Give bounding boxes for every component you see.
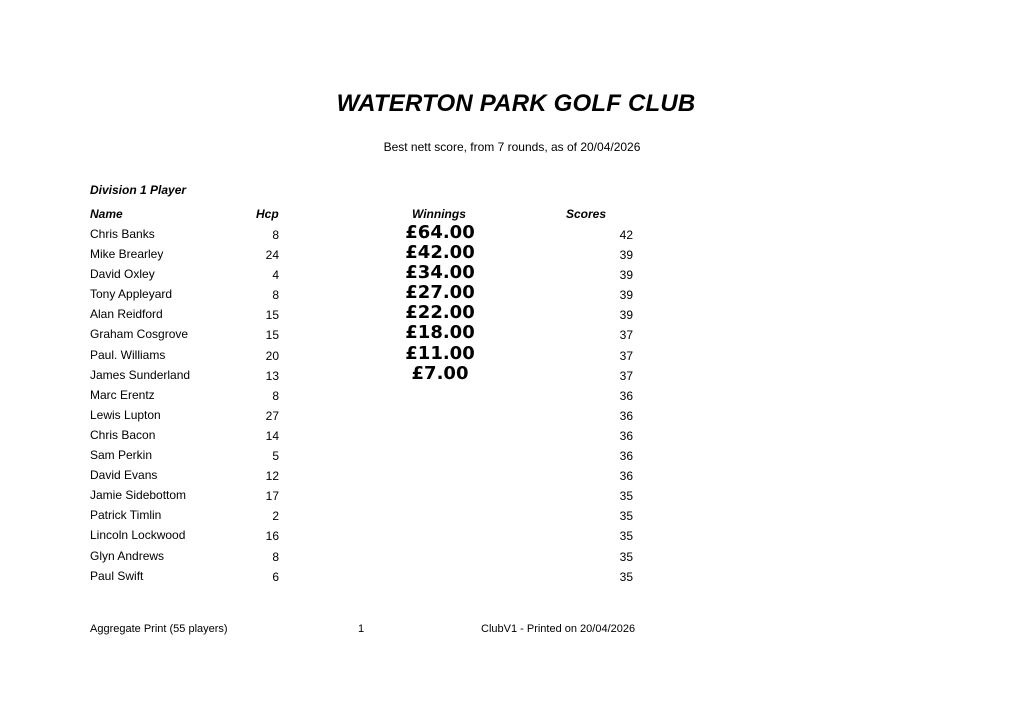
player-hcp: 8 xyxy=(272,388,279,403)
player-winnings: £7.00 xyxy=(411,362,469,384)
player-name: Chris Bacon xyxy=(90,427,156,442)
report-subtitle: Best nett score, from 7 rounds, as of 20/04/2026 xyxy=(383,140,641,154)
footer-page-number: 1 xyxy=(358,623,365,635)
table-row xyxy=(0,322,700,347)
player-hcp: 27 xyxy=(265,408,279,423)
player-score: 36 xyxy=(619,408,633,423)
table-row xyxy=(0,488,700,508)
player-hcp: 24 xyxy=(265,248,279,263)
player-score: 35 xyxy=(619,569,633,584)
player-hcp: 12 xyxy=(265,469,279,484)
player-name: Alan Reidford xyxy=(90,307,163,322)
player-winnings: £27.00 xyxy=(405,282,475,304)
player-name: Glyn Andrews xyxy=(90,548,165,563)
footer-player-count: Aggregate Print (55 players) xyxy=(90,623,228,635)
player-hcp: 6 xyxy=(272,569,279,584)
player-score: 39 xyxy=(619,268,633,283)
player-score: 36 xyxy=(619,449,633,464)
table-row xyxy=(0,528,700,548)
player-score: 35 xyxy=(619,509,633,524)
results-table xyxy=(0,222,700,589)
column-header-scores: Scores xyxy=(566,207,607,221)
player-name: Sam Perkin xyxy=(90,448,153,463)
table-row xyxy=(0,408,700,428)
table-row xyxy=(0,468,700,488)
player-name: Jamie Sidebottom xyxy=(90,488,187,503)
player-name: Mike Brearley xyxy=(90,247,164,262)
player-name: Paul. Williams xyxy=(90,347,166,362)
table-row xyxy=(0,569,700,589)
player-hcp: 14 xyxy=(265,428,279,443)
player-winnings: £18.00 xyxy=(405,322,475,344)
footer-print-info: ClubV1 - Printed on 20/04/2026 xyxy=(481,623,636,635)
player-score: 35 xyxy=(619,529,633,544)
table-row xyxy=(0,222,700,247)
player-score: 36 xyxy=(619,388,633,403)
table-row xyxy=(0,508,700,528)
page-title: WATERTON PARK GOLF CLUB xyxy=(336,90,696,117)
player-score: 37 xyxy=(619,328,633,343)
player-name: Marc Erentz xyxy=(90,387,155,402)
player-score: 39 xyxy=(619,308,633,323)
column-header-hcp: Hcp xyxy=(256,207,279,221)
column-header-winnings: Winnings xyxy=(412,207,466,221)
player-hcp: 8 xyxy=(272,549,279,564)
player-name: Patrick Timlin xyxy=(90,508,162,523)
player-score: 35 xyxy=(619,489,633,504)
player-hcp: 2 xyxy=(272,509,279,524)
table-row xyxy=(0,242,700,267)
player-score: 39 xyxy=(619,248,633,263)
column-header-name: Name xyxy=(90,207,123,221)
player-hcp: 13 xyxy=(265,368,279,383)
table-row xyxy=(0,362,700,388)
player-name: Lincoln Lockwood xyxy=(90,528,186,543)
player-hcp: 20 xyxy=(265,348,279,363)
player-score: 37 xyxy=(619,368,633,383)
player-winnings: £11.00 xyxy=(405,342,475,364)
player-hcp: 8 xyxy=(272,288,279,303)
table-row xyxy=(0,262,700,287)
player-score: 35 xyxy=(619,549,633,564)
player-winnings: £64.00 xyxy=(405,222,475,243)
player-hcp: 5 xyxy=(272,449,279,464)
player-winnings: £34.00 xyxy=(405,262,475,284)
player-name: David Evans xyxy=(90,468,158,483)
player-name: Chris Banks xyxy=(90,227,155,241)
player-name: James Sunderland xyxy=(90,367,191,382)
player-hcp: 8 xyxy=(272,228,279,242)
table-row xyxy=(0,388,700,408)
division-heading: Division 1 Player xyxy=(90,183,187,197)
player-name: Lewis Lupton xyxy=(90,407,161,422)
player-score: 42 xyxy=(619,228,633,242)
player-hcp: 17 xyxy=(265,489,279,504)
player-score: 37 xyxy=(619,348,633,363)
player-score: 36 xyxy=(619,469,633,484)
player-name: Tony Appleyard xyxy=(90,287,173,302)
player-hcp: 16 xyxy=(265,529,279,544)
player-score: 36 xyxy=(619,428,633,443)
table-row xyxy=(0,282,700,307)
table-row xyxy=(0,428,700,448)
table-row xyxy=(0,302,700,327)
player-hcp: 15 xyxy=(265,308,279,323)
player-name: Paul Swift xyxy=(90,568,144,583)
player-score: 39 xyxy=(619,288,633,303)
player-winnings: £42.00 xyxy=(405,242,475,264)
table-row xyxy=(0,342,700,368)
player-winnings: £22.00 xyxy=(405,302,475,324)
player-hcp: 4 xyxy=(272,268,279,283)
player-hcp: 15 xyxy=(265,328,279,343)
table-row xyxy=(0,448,700,468)
table-row xyxy=(0,549,700,569)
player-name: Graham Cosgrove xyxy=(90,327,189,342)
player-name: David Oxley xyxy=(90,267,155,282)
